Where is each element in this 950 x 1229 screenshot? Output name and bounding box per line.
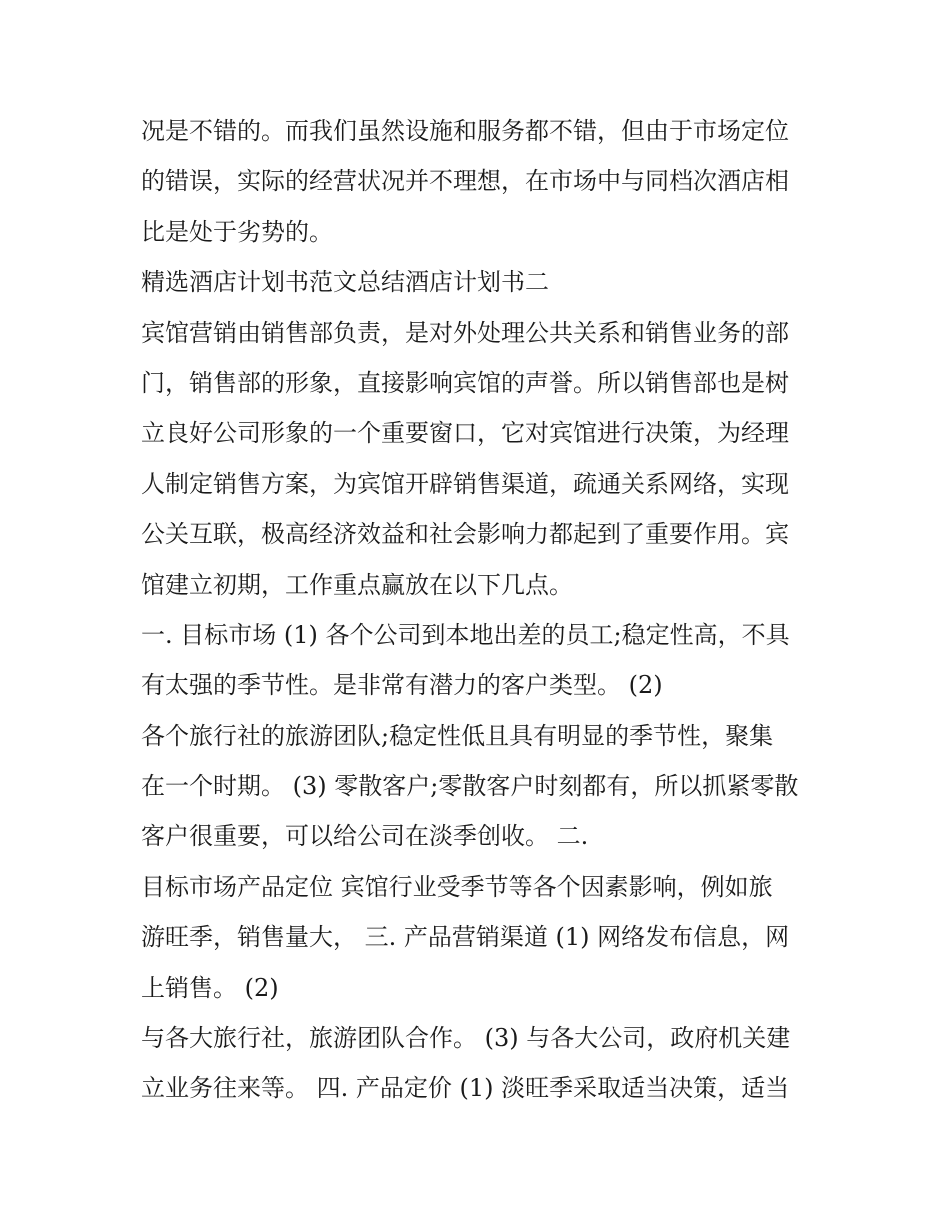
text-line: 的错误，实际的经营状况并不理想，在市场中与同档次酒店相 (141, 167, 789, 196)
text-line: 目标市场产品定位 宾馆行业受季节等各个因素影响，例如旅 (141, 872, 773, 901)
text-line: 一. 目标市场 (1) 各个公司到本地出差的员工;稳定性高，不具 (141, 620, 790, 649)
document-body (141, 106, 821, 1114)
text-line: 宾馆营销由销售部负责，是对外处理公共关系和销售业务的部 (141, 318, 789, 347)
text-line: 客户很重要，可以给公司在淡季创收。 二. (141, 822, 589, 851)
text-line: 比是处于劣势的。 (141, 217, 333, 246)
text-line: 各个旅行社的旅游团队;稳定性低且具有明显的季节性，聚集 (141, 721, 774, 750)
text-line: 立业务往来等。 四. 产品定价 (1) 淡旺季采取适当决策，适当 (141, 1074, 790, 1103)
text-line: 立良好公司形象的一个重要窗口，它对宾馆进行决策，为经理 (141, 419, 789, 448)
text-line: 有太强的季节性。是非常有潜力的客户类型。 (2) (141, 671, 663, 700)
text-line: 人制定销售方案，为宾馆开辟销售渠道，疏通关系网络，实现 (141, 469, 789, 498)
text-line: 上销售。 (2) (141, 973, 279, 1002)
text-line: 门，销售部的形象，直接影响宾馆的声誉。所以销售部也是树 (141, 368, 789, 397)
text-line: 游旺季，销售量大， 三. 产品营销渠道 (1) 网络发布信息，网 (141, 923, 790, 952)
text-line: 馆建立初期，工作重点赢放在以下几点。 (141, 570, 573, 599)
text-line: 与各大旅行社，旅游团队合作。 (3) 与各大公司，政府机关建 (141, 1024, 791, 1053)
text-line: 在一个时期。 (3) 零散客户;零散客户时刻都有，所以抓紧零散 (141, 772, 799, 801)
text-line: 公关互联，极高经济效益和社会影响力都起到了重要作用。宾 (141, 520, 789, 549)
text-line: 况是不错的。而我们虽然设施和服务都不错，但由于市场定位 (141, 117, 789, 145)
section-heading: 精选酒店计划书范文总结酒店计划书二 (141, 268, 549, 297)
